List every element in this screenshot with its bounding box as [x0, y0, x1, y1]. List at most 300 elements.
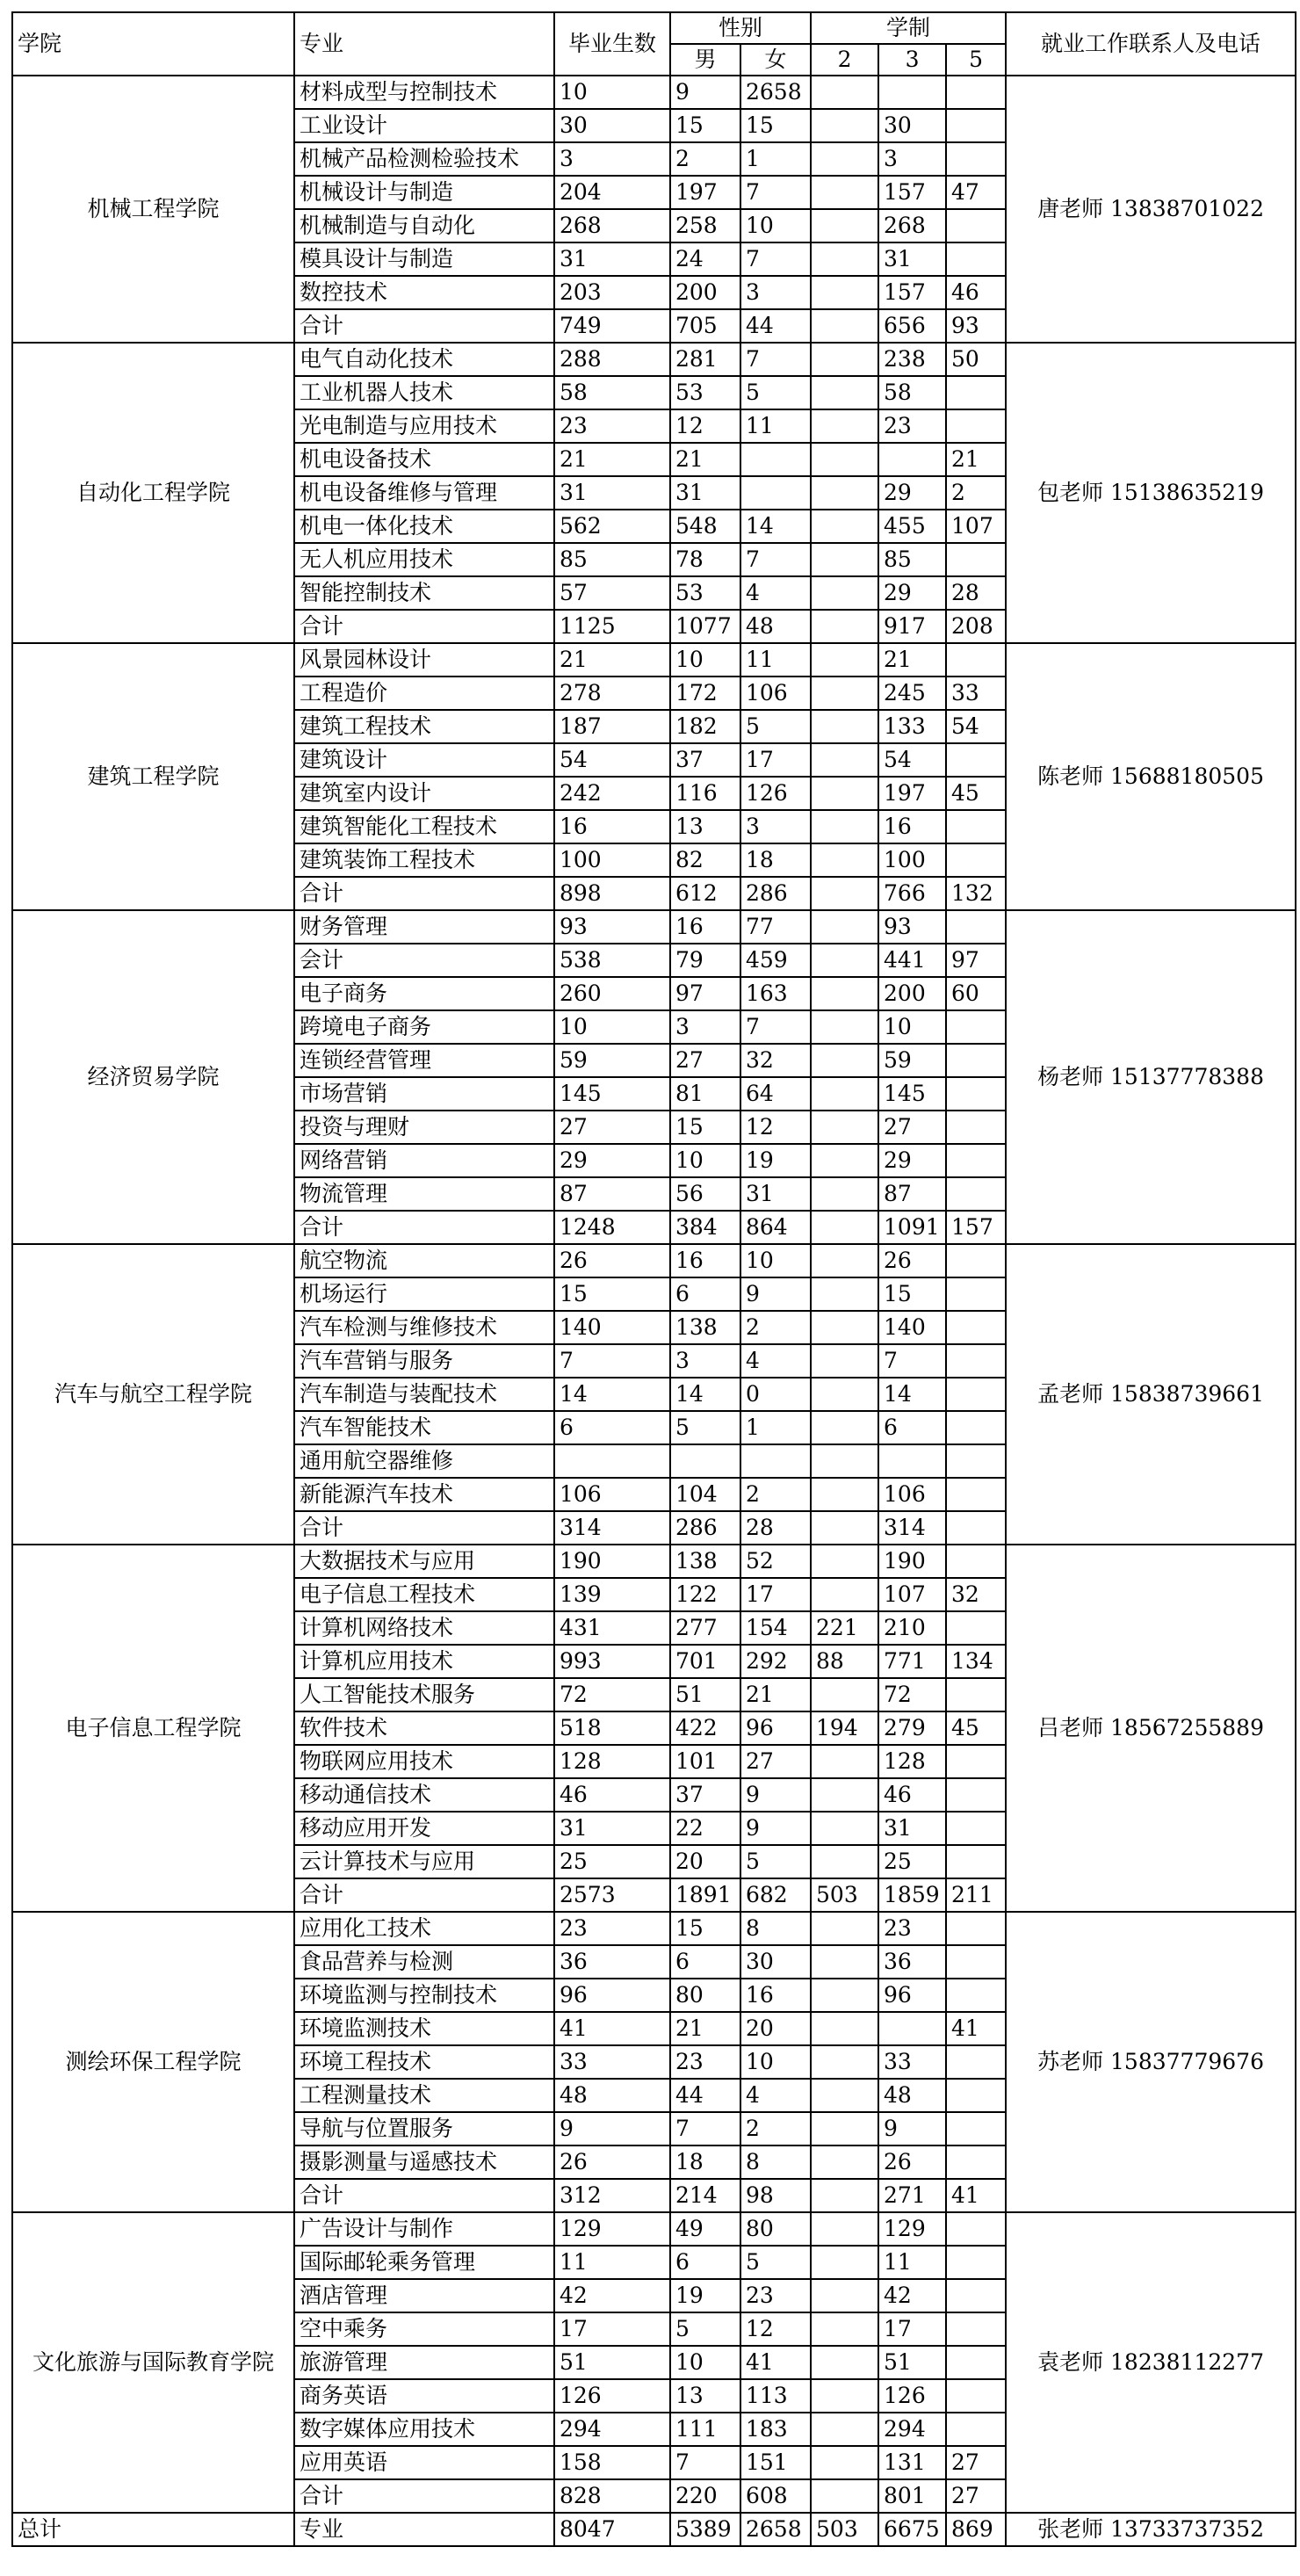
duration-2-cell	[811, 109, 878, 142]
duration-5-cell	[946, 2212, 1006, 2246]
contact-cell: 吕老师 18567255889	[1006, 1545, 1296, 1912]
major-cell: 网络营销	[294, 1144, 554, 1177]
major-cell: 国际邮轮乘务管理	[294, 2246, 554, 2279]
duration-3-cell: 31	[878, 1812, 946, 1845]
male-cell: 258	[670, 209, 740, 242]
duration-2-cell: 88	[811, 1645, 878, 1678]
duration-2-cell	[811, 2379, 878, 2413]
female-cell: 0	[740, 1378, 811, 1411]
male-cell: 705	[670, 309, 740, 343]
duration-5-cell	[946, 1344, 1006, 1378]
graduates-cell: 828	[554, 2479, 670, 2513]
header-gender: 性别	[670, 12, 811, 44]
major-cell: 市场营销	[294, 1077, 554, 1111]
male-cell: 21	[670, 2012, 740, 2045]
duration-5-cell: 27	[946, 2479, 1006, 2513]
duration-5-cell	[946, 242, 1006, 276]
graduates-cell: 268	[554, 209, 670, 242]
female-cell: 17	[740, 1578, 811, 1611]
female-cell: 7	[740, 242, 811, 276]
duration-3-cell: 36	[878, 1945, 946, 1979]
duration-5-cell: 45	[946, 777, 1006, 810]
duration-2-cell	[811, 1511, 878, 1545]
female-cell: 113	[740, 2379, 811, 2413]
graduates-cell: 29	[554, 1144, 670, 1177]
major-cell: 电气自动化技术	[294, 343, 554, 376]
male-cell: 53	[670, 376, 740, 409]
duration-2-cell	[811, 710, 878, 743]
duration-2-cell	[811, 2112, 878, 2145]
major-cell: 智能控制技术	[294, 576, 554, 610]
male-cell: 200	[670, 276, 740, 309]
major-cell: 无人机应用技术	[294, 543, 554, 576]
graduates-cell: 126	[554, 2379, 670, 2413]
female-cell: 183	[740, 2413, 811, 2446]
graduates-cell: 314	[554, 1511, 670, 1545]
duration-5-cell	[946, 2413, 1006, 2446]
graduates-cell: 21	[554, 443, 670, 476]
duration-3-cell: 11	[878, 2246, 946, 2279]
duration-2-cell	[811, 1745, 878, 1778]
duration-2-cell	[811, 1077, 878, 1111]
male-cell: 5	[670, 2312, 740, 2346]
female-cell: 48	[740, 610, 811, 643]
duration-3-cell: 131	[878, 2446, 946, 2479]
duration-5-cell: 132	[946, 877, 1006, 910]
graduates-cell: 72	[554, 1678, 670, 1711]
graduates-cell: 260	[554, 977, 670, 1010]
duration-2-cell	[811, 1211, 878, 1244]
duration-2-cell	[811, 1311, 878, 1344]
graduates-cell: 30	[554, 109, 670, 142]
female-cell: 96	[740, 1711, 811, 1745]
female-cell: 5	[740, 376, 811, 409]
female-cell: 3	[740, 276, 811, 309]
table-row	[12, 1912, 1296, 1945]
male-cell: 14	[670, 1378, 740, 1411]
duration-2-cell	[811, 743, 878, 777]
graduates-cell: 57	[554, 576, 670, 610]
duration-2-cell	[811, 977, 878, 1010]
male-cell: 7	[670, 2112, 740, 2145]
duration-3-cell: 126	[878, 2379, 946, 2413]
male-cell: 20	[670, 1845, 740, 1878]
duration-3-cell: 279	[878, 1711, 946, 1745]
duration-3-cell: 129	[878, 2212, 946, 2246]
duration-5-cell: 107	[946, 510, 1006, 543]
female-cell: 2	[740, 1311, 811, 1344]
duration-5-cell	[946, 910, 1006, 944]
duration-2-cell	[811, 643, 878, 677]
duration-3-cell: 15	[878, 1277, 946, 1311]
female-cell: 10	[740, 2045, 811, 2079]
major-cell: 云计算技术与应用	[294, 1845, 554, 1878]
graduates-cell: 3	[554, 142, 670, 176]
table-row	[12, 76, 1296, 109]
duration-2-cell	[811, 1778, 878, 1812]
male-cell: 277	[670, 1611, 740, 1645]
duration-5-cell	[946, 543, 1006, 576]
duration-5-cell	[946, 1277, 1006, 1311]
duration-2-cell	[811, 1344, 878, 1378]
female-cell: 7	[740, 343, 811, 376]
female-cell: 98	[740, 2179, 811, 2212]
female-cell: 30	[740, 1945, 811, 1979]
major-cell: 建筑设计	[294, 743, 554, 777]
major-cell: 软件技术	[294, 1711, 554, 1745]
major-cell: 电子信息工程技术	[294, 1578, 554, 1611]
male-cell: 80	[670, 1979, 740, 2012]
male-cell: 21	[670, 443, 740, 476]
major-cell: 建筑工程技术	[294, 710, 554, 743]
duration-2-cell	[811, 877, 878, 910]
duration-2-cell: 503	[811, 1878, 878, 1912]
duration-2-cell	[811, 1010, 878, 1044]
major-cell: 光电制造与应用技术	[294, 409, 554, 443]
duration-5-cell	[946, 1678, 1006, 1711]
graduates-cell: 21	[554, 643, 670, 677]
major-cell: 汽车检测与维修技术	[294, 1311, 554, 1344]
duration-2-cell	[811, 376, 878, 409]
graduates-cell: 9	[554, 2112, 670, 2145]
duration-2-cell	[811, 1979, 878, 2012]
contact-cell: 陈老师 15688180505	[1006, 643, 1296, 910]
graduates-cell: 36	[554, 1945, 670, 1979]
graduates-cell: 48	[554, 2079, 670, 2112]
major-cell: 机电设备技术	[294, 443, 554, 476]
female-cell: 106	[740, 677, 811, 710]
duration-5-cell: 46	[946, 276, 1006, 309]
duration-5-cell: 97	[946, 944, 1006, 977]
male-cell: 31	[670, 476, 740, 510]
major-cell: 会计	[294, 944, 554, 977]
major-cell: 汽车智能技术	[294, 1411, 554, 1444]
contact-cell: 包老师 15138635219	[1006, 343, 1296, 643]
female-cell: 4	[740, 2079, 811, 2112]
contact-cell: 唐老师 13838701022	[1006, 76, 1296, 343]
duration-5-cell: 28	[946, 576, 1006, 610]
duration-5-cell	[946, 1611, 1006, 1645]
male-cell: 19	[670, 2279, 740, 2312]
duration-2-cell	[811, 576, 878, 610]
female-cell: 32	[740, 1044, 811, 1077]
major-cell: 环境工程技术	[294, 2045, 554, 2079]
male-cell: 10	[670, 2346, 740, 2379]
graduates-cell: 749	[554, 309, 670, 343]
female-cell: 15	[740, 109, 811, 142]
female-cell: 1	[740, 1411, 811, 1444]
duration-5-cell	[946, 2279, 1006, 2312]
duration-3-cell: 766	[878, 877, 946, 910]
duration-3-cell: 157	[878, 176, 946, 209]
table-row	[12, 343, 1296, 376]
graduates-cell: 129	[554, 2212, 670, 2246]
major-cell: 合计	[294, 1878, 554, 1912]
duration-5-cell	[946, 2379, 1006, 2413]
duration-3-cell: 190	[878, 1545, 946, 1578]
duration-3-cell: 16	[878, 810, 946, 843]
female-cell: 41	[740, 2346, 811, 2379]
duration-2-cell	[811, 1478, 878, 1511]
female-cell: 3	[740, 810, 811, 843]
duration-5-cell: 60	[946, 977, 1006, 1010]
duration-3-cell: 21	[878, 643, 946, 677]
major-cell: 汽车营销与服务	[294, 1344, 554, 1378]
duration-5-cell	[946, 1845, 1006, 1878]
total-duration-2-cell: 503	[811, 2513, 878, 2546]
duration-3-cell: 294	[878, 2413, 946, 2446]
duration-5-cell	[946, 2045, 1006, 2079]
graduates-cell: 1125	[554, 610, 670, 643]
male-cell: 101	[670, 1745, 740, 1778]
female-cell: 154	[740, 1611, 811, 1645]
male-cell: 16	[670, 910, 740, 944]
duration-3-cell: 145	[878, 1077, 946, 1111]
duration-5-cell	[946, 1545, 1006, 1578]
college-name-cell: 文化旅游与国际教育学院	[12, 2212, 294, 2513]
table-body	[12, 76, 1296, 2546]
major-cell: 移动通信技术	[294, 1778, 554, 1812]
graduates-cell: 11	[554, 2246, 670, 2279]
duration-3-cell: 107	[878, 1578, 946, 1611]
duration-3-cell: 59	[878, 1044, 946, 1077]
graduates-cell: 100	[554, 843, 670, 877]
duration-5-cell	[946, 810, 1006, 843]
female-cell: 2	[740, 2112, 811, 2145]
female-cell: 9	[740, 1812, 811, 1845]
duration-5-cell	[946, 76, 1006, 109]
male-cell: 13	[670, 2379, 740, 2413]
graduates-cell: 158	[554, 2446, 670, 2479]
major-cell: 应用化工技术	[294, 1912, 554, 1945]
graduates-cell: 51	[554, 2346, 670, 2379]
duration-3-cell: 238	[878, 343, 946, 376]
male-cell: 3	[670, 1010, 740, 1044]
duration-2-cell: 221	[811, 1611, 878, 1645]
college-name-cell: 汽车与航空工程学院	[12, 1244, 294, 1545]
duration-5-cell	[946, 1010, 1006, 1044]
male-cell: 82	[670, 843, 740, 877]
male-cell: 15	[670, 1111, 740, 1144]
duration-3-cell: 23	[878, 409, 946, 443]
major-cell: 建筑室内设计	[294, 777, 554, 810]
major-cell: 机电设备维修与管理	[294, 476, 554, 510]
duration-5-cell	[946, 2346, 1006, 2379]
graduates-cell: 87	[554, 1177, 670, 1211]
graduates-cell: 25	[554, 1845, 670, 1878]
duration-3-cell: 42	[878, 2279, 946, 2312]
male-cell: 286	[670, 1511, 740, 1545]
duration-2-cell	[811, 1812, 878, 1845]
graduates-cell: 898	[554, 877, 670, 910]
duration-5-cell	[946, 2145, 1006, 2179]
female-cell: 163	[740, 977, 811, 1010]
total-contact-cell: 张老师 13733737352	[1006, 2513, 1296, 2546]
duration-2-cell	[811, 1044, 878, 1077]
female-cell: 9	[740, 1277, 811, 1311]
duration-5-cell	[946, 1077, 1006, 1111]
total-row	[12, 2513, 1296, 2546]
male-cell: 81	[670, 1077, 740, 1111]
major-cell: 工业机器人技术	[294, 376, 554, 409]
duration-5-cell: 45	[946, 1711, 1006, 1745]
duration-5-cell	[946, 1378, 1006, 1411]
contact-cell: 袁老师 18238112277	[1006, 2212, 1296, 2513]
header-duration-2: 2	[811, 44, 878, 76]
duration-2-cell	[811, 777, 878, 810]
female-cell	[740, 476, 811, 510]
graduates-cell	[554, 1444, 670, 1478]
duration-5-cell	[946, 2079, 1006, 2112]
duration-5-cell	[946, 2312, 1006, 2346]
major-cell: 人工智能技术服务	[294, 1678, 554, 1711]
duration-2-cell	[811, 2012, 878, 2045]
graduates-cell: 431	[554, 1611, 670, 1645]
duration-3-cell: 197	[878, 777, 946, 810]
duration-2-cell	[811, 1244, 878, 1277]
duration-3-cell: 48	[878, 2079, 946, 2112]
duration-3-cell: 9	[878, 2112, 946, 2145]
header-graduates: 毕业生数	[554, 12, 670, 76]
duration-2-cell	[811, 2045, 878, 2079]
graduates-cell: 139	[554, 1578, 670, 1611]
duration-3-cell: 100	[878, 843, 946, 877]
duration-2-cell	[811, 843, 878, 877]
duration-3-cell: 58	[878, 376, 946, 409]
female-cell: 12	[740, 1111, 811, 1144]
major-cell: 合计	[294, 1211, 554, 1244]
duration-3-cell	[878, 1444, 946, 1478]
graduates-cell: 288	[554, 343, 670, 376]
duration-5-cell	[946, 1745, 1006, 1778]
duration-2-cell	[811, 242, 878, 276]
female-cell: 4	[740, 1344, 811, 1378]
male-cell: 56	[670, 1177, 740, 1211]
graduates-cell: 85	[554, 543, 670, 576]
contact-cell: 苏老师 15837779676	[1006, 1912, 1296, 2212]
male-cell: 214	[670, 2179, 740, 2212]
duration-3-cell	[878, 2012, 946, 2045]
duration-5-cell	[946, 1244, 1006, 1277]
female-cell: 31	[740, 1177, 811, 1211]
female-cell: 28	[740, 1511, 811, 1545]
duration-5-cell	[946, 1111, 1006, 1144]
male-cell: 37	[670, 743, 740, 777]
female-cell: 292	[740, 1645, 811, 1678]
duration-5-cell: 134	[946, 1645, 1006, 1678]
table-row	[12, 1545, 1296, 1578]
male-cell: 10	[670, 643, 740, 677]
duration-5-cell: 21	[946, 443, 1006, 476]
duration-2-cell	[811, 309, 878, 343]
male-cell: 138	[670, 1545, 740, 1578]
duration-2-cell	[811, 810, 878, 843]
duration-3-cell: 27	[878, 1111, 946, 1144]
duration-5-cell	[946, 1144, 1006, 1177]
female-cell: 19	[740, 1144, 811, 1177]
female-cell: 151	[740, 2446, 811, 2479]
duration-5-cell	[946, 1912, 1006, 1945]
duration-5-cell	[946, 1478, 1006, 1511]
duration-2-cell	[811, 1177, 878, 1211]
major-cell: 摄影测量与遥感技术	[294, 2145, 554, 2179]
total-female-cell: 2658	[740, 2513, 811, 2546]
college-name-cell: 自动化工程学院	[12, 343, 294, 643]
female-cell: 459	[740, 944, 811, 977]
duration-5-cell: 33	[946, 677, 1006, 710]
graduates-cell: 538	[554, 944, 670, 977]
duration-3-cell: 210	[878, 1611, 946, 1645]
major-cell: 应用英语	[294, 2446, 554, 2479]
college-name-cell: 机械工程学院	[12, 76, 294, 343]
male-cell	[670, 1444, 740, 1478]
table-header	[12, 12, 1296, 76]
female-cell: 10	[740, 209, 811, 242]
contact-cell: 杨老师 15137778388	[1006, 910, 1296, 1244]
duration-5-cell: 93	[946, 309, 1006, 343]
male-cell: 197	[670, 176, 740, 209]
major-cell: 材料成型与控制技术	[294, 76, 554, 109]
female-cell: 10	[740, 1244, 811, 1277]
major-cell: 投资与理财	[294, 1111, 554, 1144]
duration-3-cell: 455	[878, 510, 946, 543]
duration-5-cell	[946, 376, 1006, 409]
major-cell: 工程造价	[294, 677, 554, 710]
duration-3-cell: 51	[878, 2346, 946, 2379]
duration-5-cell: 208	[946, 610, 1006, 643]
male-cell: 12	[670, 409, 740, 443]
male-cell: 111	[670, 2413, 740, 2446]
female-cell: 11	[740, 409, 811, 443]
male-cell: 220	[670, 2479, 740, 2513]
graduates-cell: 17	[554, 2312, 670, 2346]
duration-2-cell	[811, 409, 878, 443]
duration-3-cell: 25	[878, 1845, 946, 1878]
duration-3-cell: 106	[878, 1478, 946, 1511]
duration-2-cell	[811, 1111, 878, 1144]
female-cell: 2	[740, 1478, 811, 1511]
female-cell: 5	[740, 1845, 811, 1878]
female-cell: 52	[740, 1545, 811, 1578]
graduates-cell: 14	[554, 1378, 670, 1411]
duration-5-cell	[946, 409, 1006, 443]
male-cell: 23	[670, 2045, 740, 2079]
female-cell: 18	[740, 843, 811, 877]
duration-3-cell: 30	[878, 109, 946, 142]
contact-cell: 孟老师 15838739661	[1006, 1244, 1296, 1545]
duration-2-cell	[811, 2212, 878, 2246]
major-cell: 风景园林设计	[294, 643, 554, 677]
female-cell: 11	[740, 643, 811, 677]
major-cell: 机械产品检测检验技术	[294, 142, 554, 176]
male-cell: 7	[670, 2446, 740, 2479]
duration-3-cell: 271	[878, 2179, 946, 2212]
graduates-cell: 993	[554, 1645, 670, 1678]
duration-2-cell	[811, 543, 878, 576]
duration-3-cell: 29	[878, 576, 946, 610]
duration-3-cell: 46	[878, 1778, 946, 1812]
duration-2-cell	[811, 176, 878, 209]
major-cell: 大数据技术与应用	[294, 1545, 554, 1578]
female-cell: 7	[740, 1010, 811, 1044]
male-cell: 1077	[670, 610, 740, 643]
graduates-cell: 128	[554, 1745, 670, 1778]
duration-3-cell: 14	[878, 1378, 946, 1411]
duration-3-cell: 917	[878, 610, 946, 643]
duration-5-cell	[946, 1044, 1006, 1077]
male-cell: 182	[670, 710, 740, 743]
duration-5-cell	[946, 1511, 1006, 1545]
